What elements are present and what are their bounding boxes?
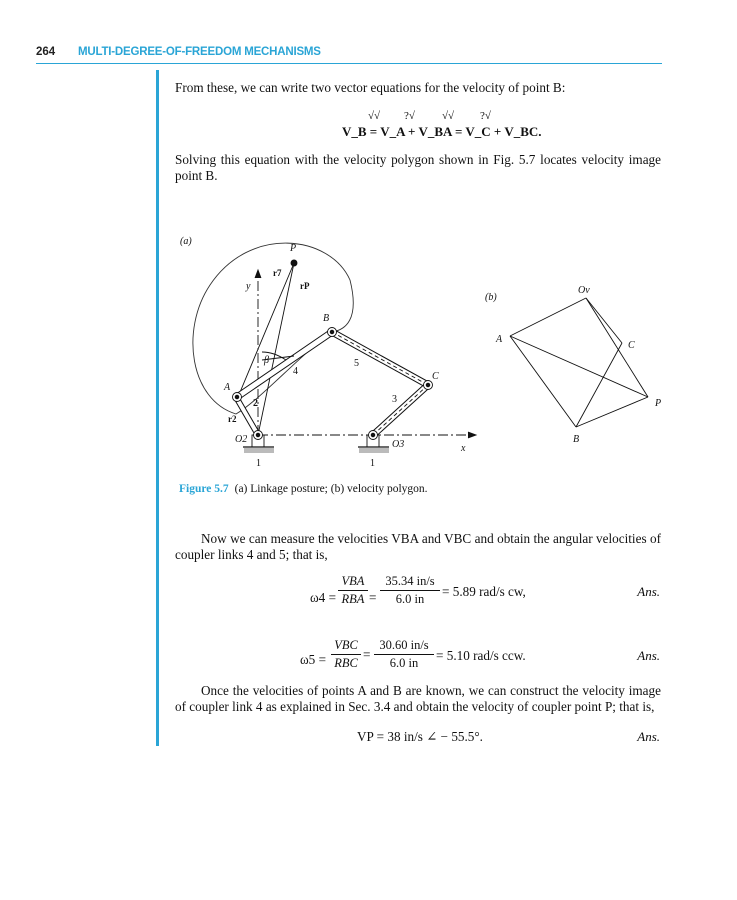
vp-ans: Ans. [637, 729, 660, 744]
omega4-frac-symbolic [338, 574, 368, 607]
chapter-title: MULTI-DEGREE-OF-FREEDOM MECHANISMS [78, 46, 321, 58]
label-vb: B [573, 434, 580, 445]
label-b: B [323, 313, 330, 324]
omega4-frac-numeric [380, 574, 440, 607]
label-vp: P [655, 398, 662, 409]
label-a: A [224, 382, 231, 393]
paragraph-1: From these, we can write two vector equations for the velocity of point B: [175, 80, 566, 95]
eq-mark-3: √√ [442, 110, 455, 122]
eq-vb-text: V_B = V_A + V_BA = V_C + V_BC. [342, 124, 542, 139]
label-beta: β [264, 355, 269, 366]
omega4-ans: Ans. [637, 584, 660, 599]
label-vc: C [628, 340, 635, 351]
label-4: 4 [293, 366, 298, 377]
omega5-result: = 5.10 rad/s ccw. [436, 648, 526, 663]
omega5-den: RBC [334, 656, 358, 670]
label-y: y [246, 281, 251, 292]
label-ov: Ov [578, 285, 590, 296]
eq-mark-1: √√ [368, 110, 381, 122]
omega4-den: RBA [341, 592, 365, 606]
label-r2: r2 [228, 414, 237, 424]
label-2: 2 [253, 398, 258, 409]
omega5-frac-numeric [374, 638, 434, 671]
label-x: x [461, 443, 466, 454]
omega4-result: = 5.89 rad/s cw, [442, 584, 526, 599]
label-ground-1b: 1 [370, 458, 375, 469]
omega5-num: VBC [331, 638, 361, 655]
label-3: 3 [392, 394, 397, 405]
omega4-num: VBA [338, 574, 368, 591]
paragraph-2: Solving this equation with the velocity polygon shown in Fig. 5.7 locates velocity image point B. [175, 152, 661, 183]
eq-mark-4: ?√ [480, 110, 491, 122]
figure-caption [179, 483, 428, 495]
omega5-den2: 6.0 in [389, 656, 419, 670]
omega5-frac-symbolic [331, 638, 361, 671]
label-o3: O3 [392, 439, 405, 450]
label-va: A [496, 334, 503, 345]
equation-vp: VP = 38 in/s ∠ − 55.5°. [357, 729, 483, 744]
label-5: 5 [354, 358, 359, 369]
eq-mark-2: ?√ [404, 110, 415, 122]
omega4-num2: 35.34 in/s [380, 574, 440, 591]
omega5-num2: 30.60 in/s [374, 638, 434, 655]
caption-text: (a) Linkage posture; (b) velocity polygon. [234, 483, 428, 495]
paragraph-3: Now we can measure the velocities VBA and VBC and obtain the angular velocities of coupler links 4 and 5; that is, [175, 531, 661, 562]
omega4-den2: 6.0 in [395, 592, 425, 606]
label-p: P [290, 243, 297, 254]
panel-a-label: (a) [180, 236, 192, 247]
label-ground-1a: 1 [256, 458, 261, 469]
omega4-lhs: ω4 = [310, 590, 337, 605]
label-o2: O2 [235, 434, 248, 445]
label-rp: rP [300, 281, 310, 291]
label-r7: r7 [273, 268, 282, 278]
omega5-equals: = [363, 647, 371, 662]
omega4-equals: = [369, 590, 377, 605]
page-number: 264 [36, 46, 56, 58]
paragraph-4: Once the velocities of points A and B are known, we can construct the velocity image of coupler link 4 as explained in Sec. 3.4 and obtain the velocity of coupler point P; that is, [175, 683, 661, 714]
caption-label: Figure 5.7 [179, 483, 229, 495]
omega5-lhs: ω5 = [300, 652, 327, 667]
velocity-polygon [510, 298, 648, 427]
label-c: C [432, 371, 439, 382]
panel-b-label: (b) [485, 292, 497, 303]
omega5-ans: Ans. [637, 648, 660, 663]
figure-labels [180, 236, 661, 469]
